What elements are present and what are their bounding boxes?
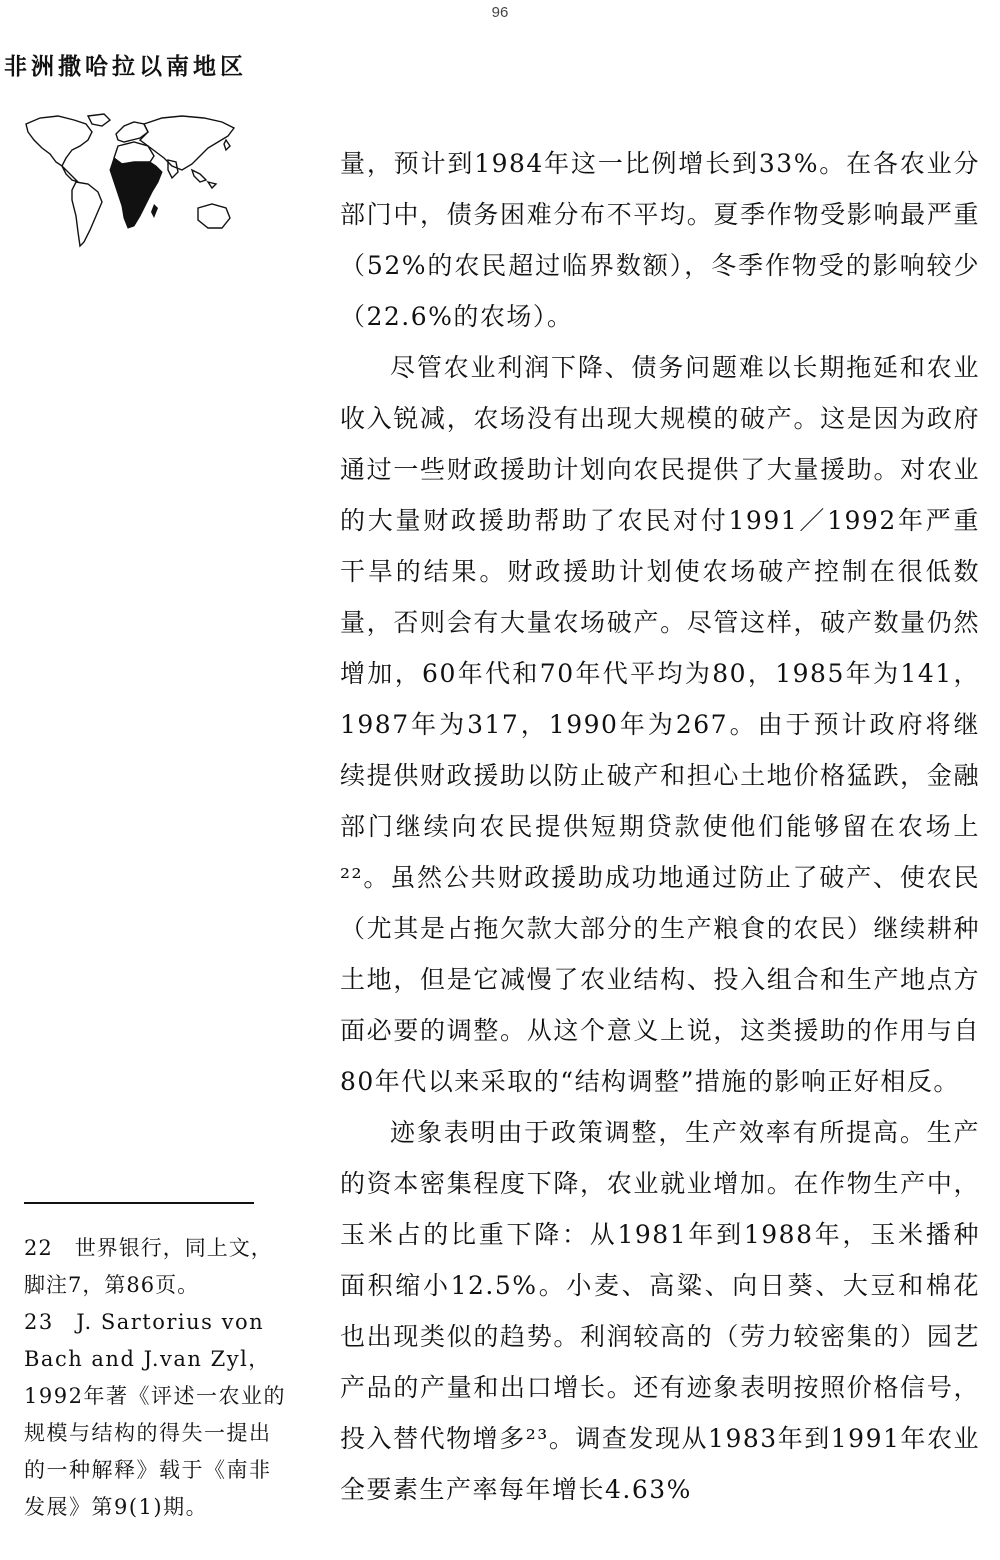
body-paragraph: 迹象表明由于政策调整，生产效率有所提高。生产的资本密集程度下降，农业就业增加。在作物生产中，玉米占的比重下降：从1981年到1988年，玉米播种面积缩小12.5%。小麦、高粱、向日葵、大豆和棉花也出现类似的趋势。利润较高的（劳力较密集的）园艺产品的产量和出口增长。还有迹象表明按照价格信号，投入替代物增多²³。调查发现从1983年到1991年农业全要素生产率每年增长4.63% bbox=[340, 1118, 980, 1504]
body-paragraph: 量，预计到1984年这一比例增长到33%。在各农业分部门中，债务困难分布不平均。夏季作物受影响最严重（52%的农民超过临界数额），冬季作物受的影响较少（22.6%的农场）。 bbox=[340, 149, 980, 331]
footnote-22: 22 世界银行，同上文，脚注7，第86页。 bbox=[24, 1236, 273, 1297]
page-number: 96 bbox=[491, 4, 509, 21]
world-map-africa-highlighted-icon bbox=[22, 112, 238, 252]
footnote-divider bbox=[24, 1202, 254, 1204]
body-text bbox=[340, 138, 980, 1515]
footnote-23: 23 J. Sartorius von Bach and J.van Zyl，1992年著《评述一农业的规模与结构的得失一提出的一种解释》载于《南非发展》第9(1)期。 bbox=[24, 1310, 286, 1519]
footnotes bbox=[24, 1230, 286, 1526]
section-title: 非洲撒哈拉以南地区 bbox=[4, 54, 247, 80]
body-paragraph: 尽管农业利润下降、债务问题难以长期拖延和农业收入锐减，农场没有出现大规模的破产。这是因为政府通过一些财政援助计划向农民提供了大量援助。对农业的大量财政援助帮助了农民对付1991／1992年严重干旱的结果。财政援助计划使农场破产控制在很低数量，否则会有大量农场破产。尽管这样，破产数量仍然增加，60年代和70年代平均为80，1985年为141，1987年为317，1990年为267。由于预计政府将继续提供财政援助以防止破产和担心土地价格猛跌，金融部门继续向农民提供短期贷款使他们能够留在农场上²²。虽然公共财政援助成功地通过防止了破产、使农民（尤其是占拖欠款大部分的生产粮食的农民）继续耕种土地，但是它减慢了农业结构、投入组合和生产地点方面必要的调整。从这个意义上说，这类援助的作用与自80年代以来采取的“结构调整”措施的影响正好相反。 bbox=[340, 353, 980, 1096]
